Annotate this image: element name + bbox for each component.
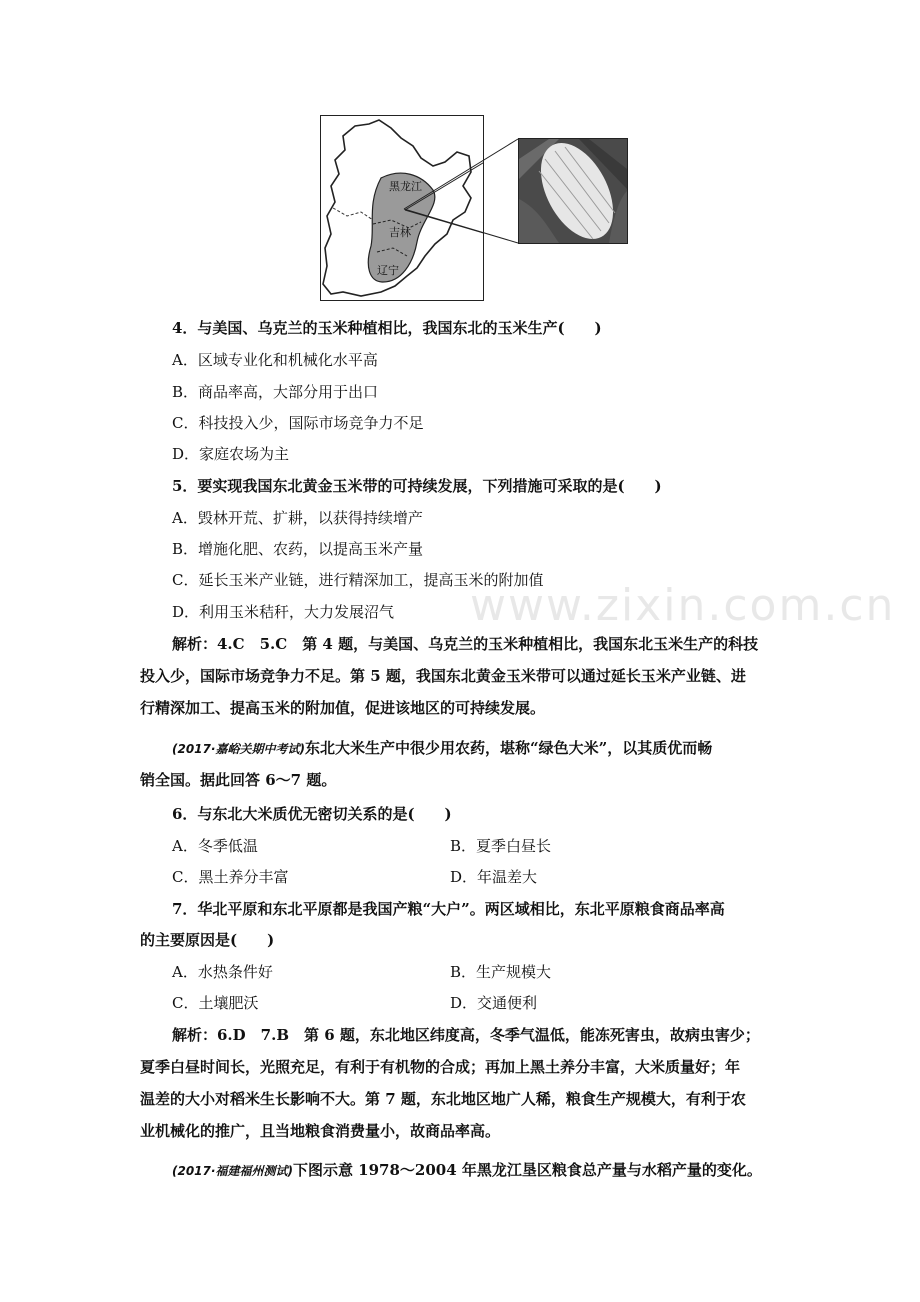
q6-option-c: C．黑土养分丰富: [172, 868, 289, 886]
q5-option-c: C．延长玉米产业链，进行精深加工，提高玉米的附加值: [172, 571, 544, 589]
intro-6-7-line-2: 销全国。据此回答 6～7 题。: [140, 771, 337, 789]
q4-option-a: A．区域专业化和机械化水平高: [172, 351, 378, 369]
corn-cob-photo: [518, 138, 628, 244]
intro-6-7-text: 东北大米生产中很少用农药，堪称“绿色大米”，以其质优而畅: [304, 739, 713, 757]
q4-option-d: D．家庭农场为主: [172, 445, 290, 463]
q4-stem: 4．与美国、乌克兰的玉米种植相比，我国东北的玉米生产( ): [172, 319, 602, 337]
intro-6-7-source: (2017·嘉峪关期中考试): [172, 742, 305, 756]
q7-option-d: D．交通便利: [450, 994, 538, 1012]
intro-next-line: [172, 1160, 762, 1181]
analysis-2-line-4: 业机械化的推广，且当地粮食消费量小，故商品率高。: [140, 1122, 501, 1140]
q5-option-d: D．利用玉米秸秆，大力发展沼气: [172, 603, 395, 621]
analysis-1-line-2: 投入少，国际市场竞争力不足。第 5 题，我国东北黄金玉米带可以通过延长玉米产业链、进: [140, 667, 746, 685]
analysis-1-line-1: 解析：4.C 5.C 第 4 题，与美国、乌克兰的玉米种植相比，我国东北玉米生产的科技: [172, 635, 759, 653]
q7-option-b: B．生产规模大: [450, 963, 552, 981]
q7-option-a: A．水热条件好: [172, 963, 273, 981]
map-label-jilin: 吉林: [389, 226, 411, 239]
q7-stem-line-2: 的主要原因是( ): [140, 931, 275, 949]
analysis-2-line-3: 温差的大小对稻米生长影响不大。第 7 题，东北地区地广人稀，粮食生产规模大，有利于农: [140, 1090, 746, 1108]
intro-next-text: 下图示意 1978～2004 年黑龙江垦区粮食总产量与水稻产量的变化。: [292, 1161, 762, 1179]
analysis-1-line-3: 行精深加工、提高玉米的附加值，促进该地区的可持续发展。: [140, 699, 546, 717]
northeast-corn-belt-figure: [320, 115, 630, 305]
q7-option-c: C．土壤肥沃: [172, 994, 259, 1012]
watermark: www.zixin.com.cn: [470, 580, 896, 631]
q6-option-b: B．夏季白昼长: [450, 837, 552, 855]
map-label-heilongjiang: 黑龙江: [389, 180, 422, 193]
q4-option-b: B．商品率高，大部分用于出口: [172, 383, 379, 401]
intro-next-source: (2017·福建福州测试): [172, 1164, 293, 1178]
q5-stem: 5．要实现我国东北黄金玉米带的可持续发展，下列措施可采取的是( ): [172, 477, 662, 495]
q6-option-a: A．冬季低温: [172, 837, 258, 855]
q4-option-c: C．科技投入少，国际市场竞争力不足: [172, 414, 424, 432]
q6-option-d: D．年温差大: [450, 868, 538, 886]
q5-option-b: B．增施化肥、农药，以提高玉米产量: [172, 540, 424, 558]
corn-cob-icon: [519, 139, 627, 243]
analysis-2-line-2: 夏季白昼时间长，光照充足，有利于有机物的合成；再加上黑土养分丰富，大米质量好；年: [140, 1058, 741, 1076]
analysis-2-line-1: 解析：6.D 7.B 第 6 题，东北地区纬度高，冬季气温低，能冻死害虫，故病虫害少；: [172, 1026, 760, 1044]
q6-stem: 6．与东北大米质优无密切关系的是( ): [172, 805, 452, 823]
map-label-liaoning: 辽宁: [377, 264, 399, 277]
q5-option-a: A．毁林开荒、扩耕，以获得持续增产: [172, 509, 423, 527]
intro-6-7-line-1: [172, 738, 712, 759]
q7-stem-line-1: 7．华北平原和东北平原都是我国产粮“大户”。两区域相比，东北平原粮食商品率高: [172, 900, 725, 918]
